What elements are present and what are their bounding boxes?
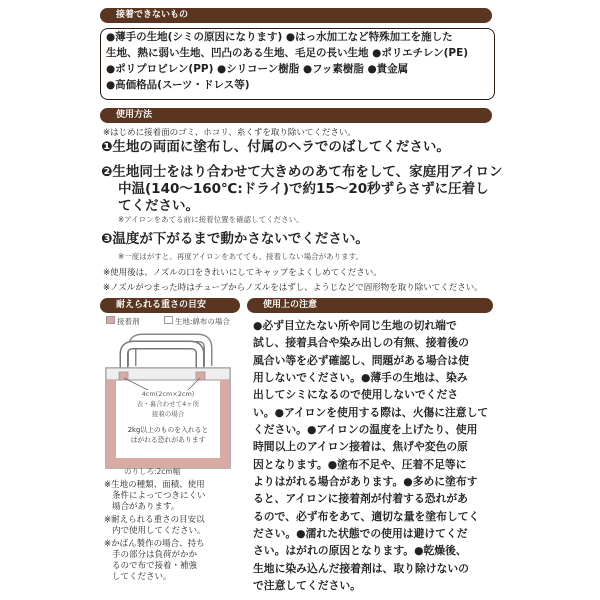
weight-note: 場合があります。 — [112, 502, 180, 512]
caution-line: ると、アイロンに接着剤が付着する恐れがあ — [253, 492, 468, 506]
caution-line: 時間以上のアイロン接着は、焦げや変色の原 — [253, 440, 468, 454]
section-header-usage — [100, 108, 492, 123]
cannot-bond-line: ●高価格品(スーツ・ドレス等) — [106, 79, 250, 91]
section-header-weight-guide-label: 耐えられる重さの目安 — [116, 300, 207, 310]
cannot-bond-line: ●ポリプロピレン(PP) ●シリコーン樹脂 ●フッ素樹脂 ●貴金属 — [106, 63, 409, 75]
weight-note: 手の部分は負荷がかか — [112, 550, 198, 560]
bag-body — [106, 368, 230, 468]
handle-bond-spot — [119, 372, 128, 380]
caution-line: ださい。●濡れた状態での使用は避けてくだ — [253, 527, 468, 541]
section-header-cautions — [247, 298, 493, 313]
caution-line: るので、必ず布をあて、適切な量を塗布してく — [253, 509, 480, 523]
usage-note-b: ※ノズルがつまった時はチューブからノズルをはずし、ようじなどで固形物を取り除いてください。 — [103, 283, 483, 293]
section-header-cannot-bond-label: 接着できないもの — [116, 10, 189, 20]
cannot-bond-line: 生地、熱に弱い生地、凹凸のある生地、毛足の長い生地 ●ポリエチレン(PE) — [106, 47, 469, 59]
caution-line: 風合い等を必ず確認し、問題がある場合は使 — [253, 353, 469, 367]
bag-label-2: 表・裏合わせて4ヶ所 — [136, 400, 200, 408]
caution-line: さい。はがれの原因となります。●乾燥後、 — [253, 544, 467, 558]
handle-bond-spot — [196, 372, 205, 380]
bag-seam-right — [220, 380, 230, 468]
caution-line: 用しないでください。●薄手の生地は、染み — [253, 371, 468, 385]
caution-line: ●必ず目立たない所や同じ生地の切れ端で — [253, 319, 457, 332]
weight-note: 内で使用してください。 — [112, 526, 206, 536]
section-header-usage-label: 使用方法 — [116, 110, 153, 120]
usage-note-a: ※使用後は、ノズルの口をきれいにしてキャップをよくしめてください。 — [103, 268, 382, 278]
legend-fabric-label: 生地:綿布の場合 — [174, 317, 230, 326]
bag-label-3: 接着の場合 — [151, 410, 185, 418]
usage-step-2-note: ※アイロンをあてる前に接着位置を確認してください。 — [118, 215, 304, 224]
usage-step-1: ❶生地の両面に塗布し、付属のヘラでのばしてください。 — [101, 139, 450, 155]
caution-line: よりはがれる場合があります。●多めに塗布す — [253, 475, 478, 489]
weight-note: ※耐えられる重さの目安以 — [104, 515, 205, 525]
weight-note: してください。 — [112, 572, 172, 582]
section-header-cannot-bond — [100, 8, 492, 23]
usage-step-2-line: ❷生地同士をはり合わせて大きめのあて布をして、家庭用アイロン — [101, 164, 503, 180]
bag-seam-left — [106, 380, 116, 468]
caution-line: で注意してください。 — [253, 579, 361, 593]
caution-line: ください。●アイロンの温度を上げたり、使用 — [253, 423, 478, 437]
usage-step-3: ❸温度が下がるまで動かさないでください。 — [101, 231, 369, 247]
cannot-bond-line: ●薄手の生地(シミの原因になります) ●はっ水加工など特殊加工を施した — [106, 31, 453, 43]
caution-line: 生地に染み込んだ接着剤は、取り除けないの — [253, 561, 469, 575]
caution-line: 出してシミになるので使用しないでくださ — [253, 388, 459, 402]
section-header-weight-guide — [100, 298, 240, 313]
bag-warning-2: はがれる恐れがあります — [130, 436, 206, 444]
seam-width-label: のりしろ:2cm幅 — [124, 467, 181, 476]
weight-note: 条件によってつきにくい — [112, 491, 206, 501]
bag-warning-1: 2kg以上のものを入れると — [127, 426, 209, 434]
weight-note: ※かばん製作の場合、持ち — [104, 539, 205, 549]
cautions-body — [253, 317, 491, 595]
legend-adhesive-label: 接着剤 — [117, 317, 140, 326]
section-header-cautions-label: 使用上の注意 — [263, 300, 318, 310]
caution-line: 因となります。●塗布不足や、圧着不足等に — [253, 457, 467, 471]
bag-label-1: 4cm(2cm×2cm) — [141, 390, 195, 398]
caution-line: 試し、接着具合や染み出しの有無、接着後の — [253, 336, 469, 350]
legend-row — [106, 316, 230, 327]
weight-note: ※生地の種類、面積、使用 — [104, 480, 205, 490]
cannot-bond-box — [100, 28, 495, 100]
usage-step-2-line: 中温(140～160℃:ドライ)で約15～20秒ずらさずに圧着し — [118, 181, 489, 197]
usage-step-2-line: てください。 — [118, 198, 199, 214]
usage-intro: ※はじめに接着面のゴミ、ホコリ、糸くずを取り除いてください。 — [103, 128, 356, 138]
tote-bag-illustration — [100, 328, 240, 478]
caution-line: い。●アイロンを使用する際は、火傷に注意して — [253, 405, 489, 419]
usage-step-3-note: ※一度はがすと、再度アイロンをあてても、接着しない場合があります。 — [118, 252, 364, 261]
weight-note: るので布で接着・補強 — [112, 561, 198, 571]
legend-adhesive-swatch — [106, 316, 115, 324]
legend-fabric-swatch — [164, 316, 173, 324]
